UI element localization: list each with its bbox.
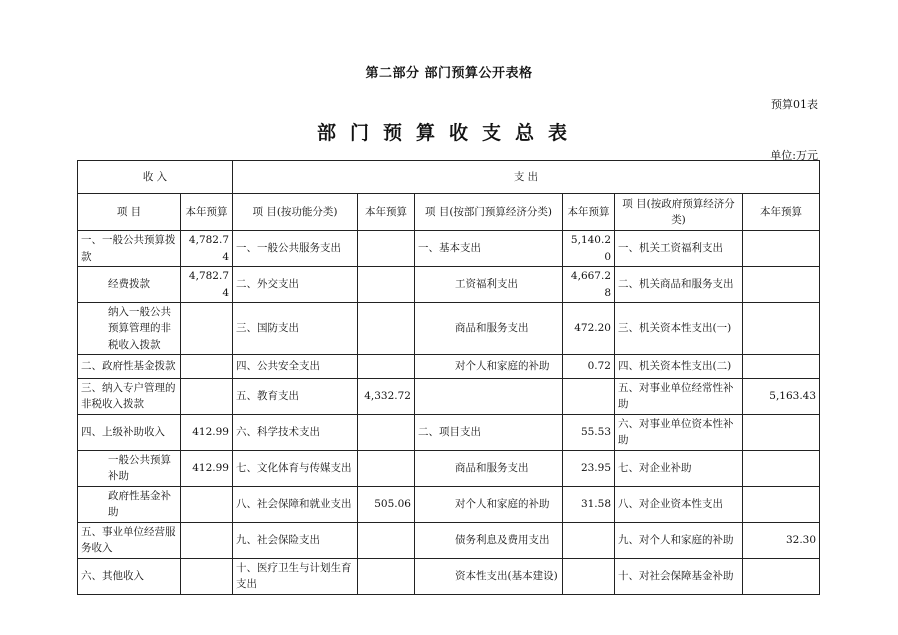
gov-item: 一、机关工资福利支出 <box>615 231 743 267</box>
form-number: 预算01表 <box>771 98 818 111</box>
gov-value: 32.30 <box>743 522 820 558</box>
budget-table <box>77 160 820 595</box>
table-row <box>78 354 820 378</box>
func-value <box>358 303 415 355</box>
gov-item-header: 项 目(按政府预算经济分类) <box>615 194 743 231</box>
income-item: 一、一般公共预算拨款 <box>78 231 181 267</box>
header-row-1 <box>78 161 820 194</box>
income-item: 经费拨款 <box>78 267 181 303</box>
func-value <box>358 522 415 558</box>
income-value <box>181 522 233 558</box>
income-value <box>181 303 233 355</box>
func-item-header: 项 目(按功能分类) <box>233 194 358 231</box>
gov-budget-header: 本年预算 <box>743 194 820 231</box>
gov-item: 七、对企业补助 <box>615 450 743 486</box>
func-item: 七、文化体育与传媒支出 <box>233 450 358 486</box>
income-item-header: 项 目 <box>78 194 181 231</box>
gov-item: 八、对企业资本性支出 <box>615 486 743 522</box>
table-row <box>78 231 820 267</box>
gov-value <box>743 414 820 450</box>
income-item: 纳入一般公共预算管理的非税收入拨款 <box>78 303 181 355</box>
dept-value: 472.20 <box>563 303 615 355</box>
gov-value <box>743 267 820 303</box>
income-value: 4,782.74 <box>181 267 233 303</box>
gov-item: 十、对社会保障基金补助 <box>615 558 743 594</box>
func-value <box>358 267 415 303</box>
table-row <box>78 267 820 303</box>
dept-value <box>563 558 615 594</box>
table-row <box>78 378 820 414</box>
gov-value <box>743 303 820 355</box>
func-value <box>358 414 415 450</box>
dept-value <box>563 378 615 414</box>
func-item: 八、社会保障和就业支出 <box>233 486 358 522</box>
income-item: 五、事业单位经营服务收入 <box>78 522 181 558</box>
header-row-2 <box>78 194 820 231</box>
func-item: 五、教育支出 <box>233 378 358 414</box>
income-value: 4,782.74 <box>181 231 233 267</box>
func-item: 三、国防支出 <box>233 303 358 355</box>
dept-value: 4,667.28 <box>563 267 615 303</box>
table-row <box>78 450 820 486</box>
income-header: 收 入 <box>78 161 233 194</box>
func-item: 一、一般公共服务支出 <box>233 231 358 267</box>
func-value: 4,332.72 <box>358 378 415 414</box>
dept-item <box>415 378 563 414</box>
dept-budget-header: 本年预算 <box>563 194 615 231</box>
dept-item: 商品和服务支出 <box>415 450 563 486</box>
income-value <box>181 486 233 522</box>
expense-header: 支 出 <box>233 161 820 194</box>
gov-value <box>743 231 820 267</box>
income-item: 三、纳入专户管理的非税收入拨款 <box>78 378 181 414</box>
dept-item: 工资福利支出 <box>415 267 563 303</box>
func-value <box>358 354 415 378</box>
func-item: 九、社会保险支出 <box>233 522 358 558</box>
page-title: 部门预算收支总表 <box>316 122 581 144</box>
dept-item: 对个人和家庭的补助 <box>415 354 563 378</box>
func-budget-header: 本年预算 <box>358 194 415 231</box>
gov-item: 九、对个人和家庭的补助 <box>615 522 743 558</box>
gov-value <box>743 450 820 486</box>
income-budget-header: 本年预算 <box>181 194 233 231</box>
dept-value: 23.95 <box>563 450 615 486</box>
income-item: 一般公共预算补助 <box>78 450 181 486</box>
dept-value: 0.72 <box>563 354 615 378</box>
dept-item: 一、基本支出 <box>415 231 563 267</box>
gov-item: 五、对事业单位经常性补助 <box>615 378 743 414</box>
func-item: 六、科学技术支出 <box>233 414 358 450</box>
dept-item: 对个人和家庭的补助 <box>415 486 563 522</box>
income-value: 412.99 <box>181 450 233 486</box>
gov-item: 四、机关资本性支出(二) <box>615 354 743 378</box>
table-row <box>78 486 820 522</box>
income-item: 二、政府性基金拨款 <box>78 354 181 378</box>
gov-value <box>743 354 820 378</box>
income-item: 六、其他收入 <box>78 558 181 594</box>
dept-item: 商品和服务支出 <box>415 303 563 355</box>
gov-value <box>743 558 820 594</box>
gov-item: 二、机关商品和服务支出 <box>615 267 743 303</box>
table-row <box>78 522 820 558</box>
func-item: 二、外交支出 <box>233 267 358 303</box>
func-item: 四、公共安全支出 <box>233 354 358 378</box>
func-value <box>358 558 415 594</box>
unit-label: 单位:万元 <box>770 149 818 162</box>
part-title: 第二部分 部门预算公开表格 <box>365 66 533 81</box>
income-item: 四、上级补助收入 <box>78 414 181 450</box>
dept-item: 二、项目支出 <box>415 414 563 450</box>
dept-item-header: 项 目(按部门预算经济分类) <box>415 194 563 231</box>
income-value <box>181 354 233 378</box>
income-value <box>181 378 233 414</box>
gov-item: 六、对事业单位资本性补助 <box>615 414 743 450</box>
table-row <box>78 414 820 450</box>
income-item: 政府性基金补助 <box>78 486 181 522</box>
table-row <box>78 303 820 355</box>
gov-value: 5,163.43 <box>743 378 820 414</box>
dept-value <box>563 522 615 558</box>
gov-item: 三、机关资本性支出(一) <box>615 303 743 355</box>
table-row <box>78 558 820 594</box>
func-item: 十、医疗卫生与计划生育支出 <box>233 558 358 594</box>
func-value <box>358 450 415 486</box>
income-value <box>181 558 233 594</box>
dept-item: 债务利息及费用支出 <box>415 522 563 558</box>
dept-value: 5,140.20 <box>563 231 615 267</box>
income-value: 412.99 <box>181 414 233 450</box>
gov-value <box>743 486 820 522</box>
func-value: 505.06 <box>358 486 415 522</box>
func-value <box>358 231 415 267</box>
dept-value: 55.53 <box>563 414 615 450</box>
dept-value: 31.58 <box>563 486 615 522</box>
dept-item: 资本性支出(基本建设) <box>415 558 563 594</box>
